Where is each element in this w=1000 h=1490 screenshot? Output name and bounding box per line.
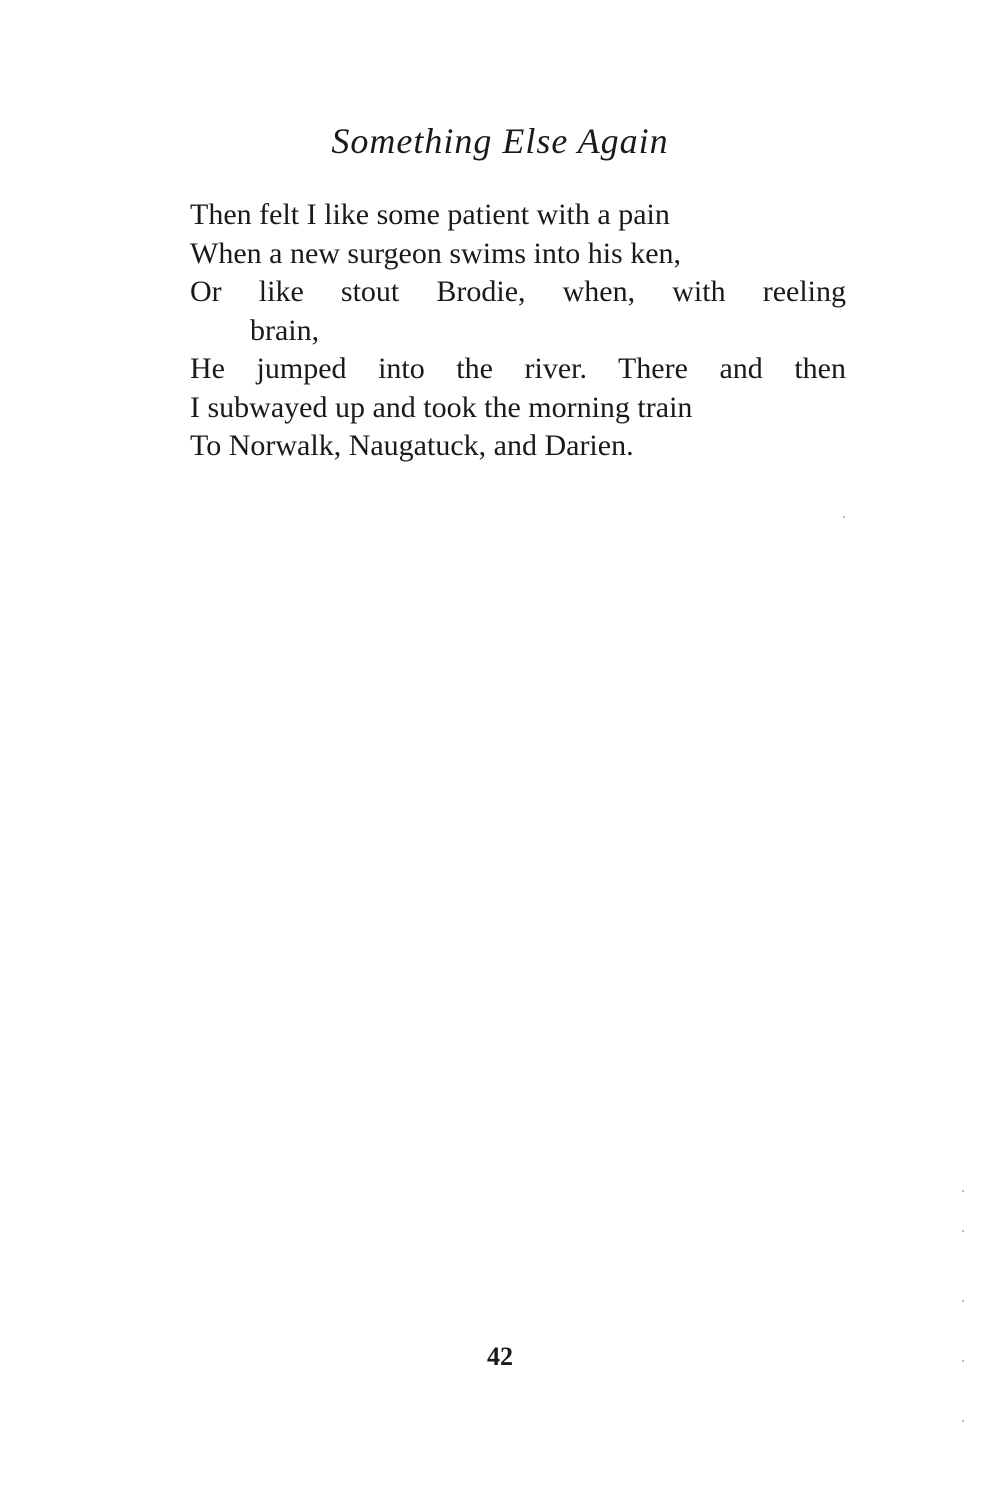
poem-line: When a new surgeon swims into his ken, bbox=[190, 236, 682, 270]
poem-line: He jumped into the river. There and then bbox=[190, 352, 846, 385]
scan-speck bbox=[962, 1360, 964, 1362]
poem-line: To Norwalk, Naugatuck, and Darien. bbox=[190, 429, 634, 462]
poem-line: Then felt I like some patient with a pain bbox=[190, 198, 670, 231]
poem-line: I subwayed up and took the morning train bbox=[190, 390, 693, 424]
running-head: Something Else Again bbox=[331, 121, 669, 161]
poem-stanza bbox=[190, 196, 846, 466]
page-number: 42 bbox=[487, 1342, 513, 1371]
poem-line: Or like stout Brodie, when, with reeling bbox=[190, 275, 846, 308]
scan-speck bbox=[962, 1420, 964, 1422]
scan-speck bbox=[962, 1230, 964, 1232]
scan-speck bbox=[843, 516, 845, 518]
scan-speck bbox=[962, 1190, 964, 1192]
scan-speck bbox=[962, 1300, 964, 1302]
poem-line-continuation: brain, bbox=[250, 313, 320, 347]
